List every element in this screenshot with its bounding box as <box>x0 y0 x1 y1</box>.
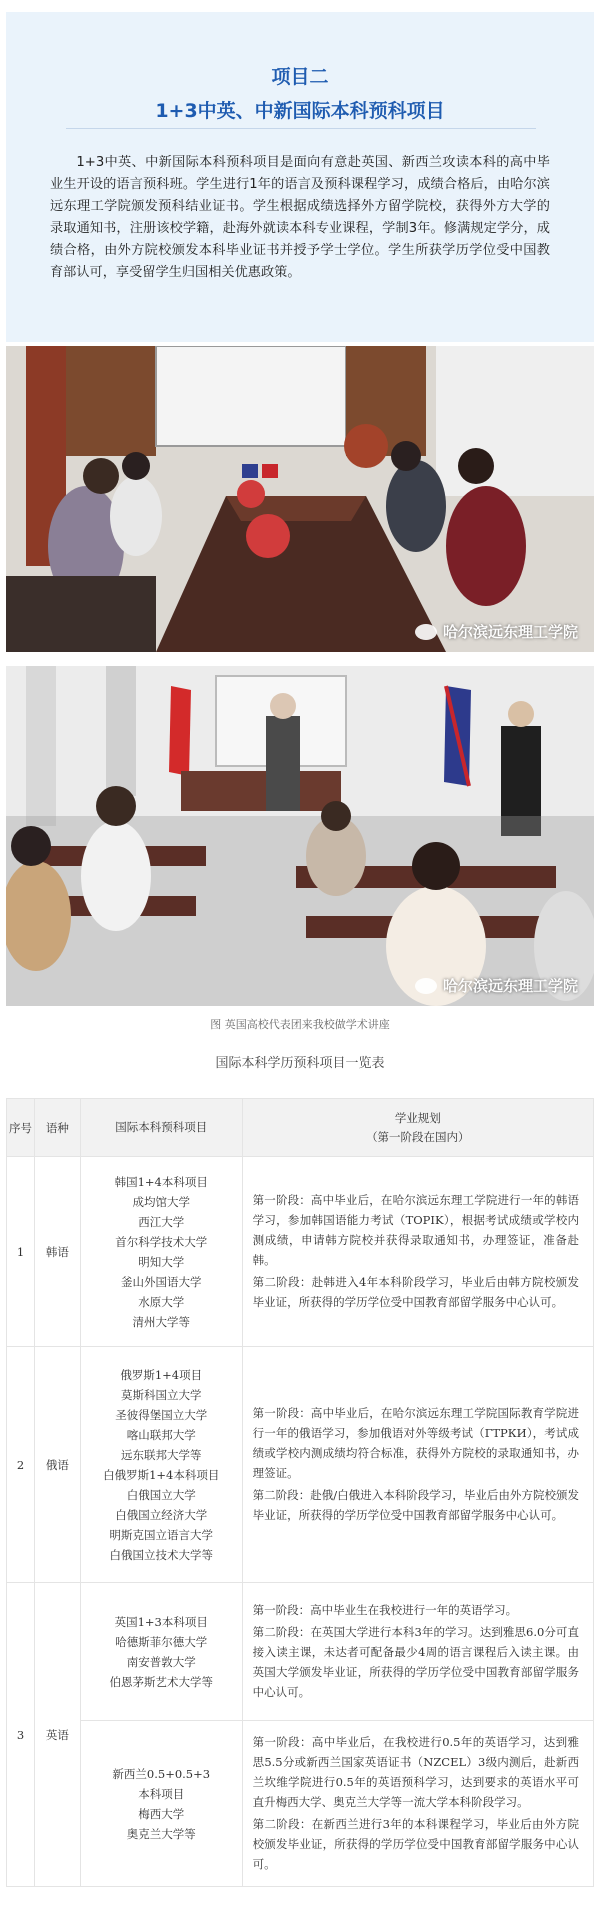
row-no: 3 <box>7 1583 35 1887</box>
intro-card <box>6 12 594 342</box>
section-subtitle: 1+3中英、中新国际本科预科项目 <box>155 100 445 122</box>
study-plan: 第一阶段：高中毕业生在我校进行一年的英语学习。 第二阶段：在英国大学进行本科3年的学习。达到雅思6.0分可直接入读主课，未达者可配备最少4周的语言课程后入读主课。由英国大学颁发毕业证，所获得的学历学位受中国教育部留学服务中心认可。 <box>242 1583 593 1721</box>
photo-caption: 图 英国高校代表团来我校做学术讲座 <box>210 1018 390 1031</box>
table-row <box>7 1347 594 1583</box>
section-title: 项目二 <box>271 66 329 88</box>
program-list: 俄罗斯1+4项目 莫斯科国立大学 圣彼得堡国立大学 喀山联邦大学 远东联邦大学等 白俄罗斯1+4本科项目 白俄国立大学 白俄国立经济大学 明斯克国立语言大学 白俄国立技术大学等 <box>80 1347 242 1583</box>
watermark <box>415 975 578 996</box>
table-title: 国际本科学历预科项目一览表 <box>215 1056 385 1071</box>
lecture-photo <box>6 666 594 1006</box>
intro-paragraph: 1+3中英、中新国际本科预科项目是面向有意赴英国、新西兰攻读本科的高中毕业生开设的语言预科班。学生进行1年的语言及预科课程学习，成绩合格后，由哈尔滨远东理工学院颁发预科结业证书。学生根据成绩选择外方留学院校，获得外方大学的录取通知书，注册该校学籍，赴海外就读本科专业课程，学制3年。修满规定学分，成绩合格，由外方院校颁发本科毕业证书并授予学士学位。学生所获学历学位受中国教育部认可，享受留学生归国相关优惠政策。 <box>50 155 550 280</box>
lecture-photo-illustration <box>6 666 594 1006</box>
table-row <box>7 1157 594 1347</box>
watermark <box>415 621 578 642</box>
header-lang: 语种 <box>34 1099 80 1157</box>
program-table <box>6 1098 594 1887</box>
study-plan: 第一阶段：高中毕业后，在我校进行0.5年的英语学习，达到雅思5.5分或新西兰国家英语证书（NZCEL）3级内测后，赴新西兰坎维学院进行0.5年的英语预科学习，达到要求的英语水平可直升梅西大学、奥克兰大学等一流大学本科阶段学习。 第二阶段：在新西兰进行3年的本科课程学习，毕业后由外方院校颁发毕业证，所获得的学历学位受中国教育部留学服务中心认可。 <box>242 1721 593 1887</box>
program-list: 英国1+3本科项目 哈德斯菲尔德大学 南安普敦大学 伯恩茅斯艺术大学等 <box>80 1583 242 1721</box>
program-list: 新西兰0.5+0.5+3 本科项目 梅西大学 奥克兰大学等 <box>80 1721 242 1887</box>
header-plan: 学业规划 （第一阶段在国内） <box>242 1099 593 1157</box>
wechat-icon <box>415 978 437 994</box>
watermark-text: 哈尔滨远东理工学院 <box>442 977 578 995</box>
table-row <box>7 1583 594 1721</box>
row-no: 1 <box>7 1157 35 1347</box>
row-lang: 韩语 <box>34 1157 80 1347</box>
meeting-photo-illustration <box>6 346 594 652</box>
table-header-row <box>7 1099 594 1157</box>
wechat-icon <box>415 624 437 640</box>
watermark-text: 哈尔滨远东理工学院 <box>442 623 578 641</box>
row-no: 2 <box>7 1347 35 1583</box>
header-no: 序号 <box>7 1099 35 1157</box>
study-plan: 第一阶段：高中毕业后，在哈尔滨远东理工学院进行一年的韩语学习，参加韩国语能力考试（TOPIK），根据考试成绩或学校内测成绩，申请韩方院校并获得录取通知书，办理签证，准备赴韩。 第二阶段：赴韩进入4年本科阶段学习，毕业后由韩方院校颁发毕业证，所获得的学历学位受中国教育部留学服务中心认可。 <box>242 1157 593 1347</box>
divider <box>66 128 536 129</box>
row-lang: 英语 <box>34 1583 80 1887</box>
table-row <box>7 1721 594 1887</box>
study-plan: 第一阶段：高中毕业后，在哈尔滨远东理工学院国际教育学院进行一年的俄语学习，参加俄语对外等级考试（ГТРКИ），考试成绩或学校内测成绩均符合标准，获得外方院校的录取通知书，办理签证。 第二阶段：赴俄/白俄进入本科阶段学习，毕业后由外方院校颁发毕业证，所获得的学历学位受中国教育部留学服务中心认可。 <box>242 1347 593 1583</box>
meeting-photo <box>6 346 594 652</box>
program-list: 韩国1+4本科项目 成均馆大学 西江大学 首尔科学技术大学 明知大学 釜山外国语大学 水原大学 清州大学等 <box>80 1157 242 1347</box>
header-program: 国际本科预科项目 <box>80 1099 242 1157</box>
row-lang: 俄语 <box>34 1347 80 1583</box>
